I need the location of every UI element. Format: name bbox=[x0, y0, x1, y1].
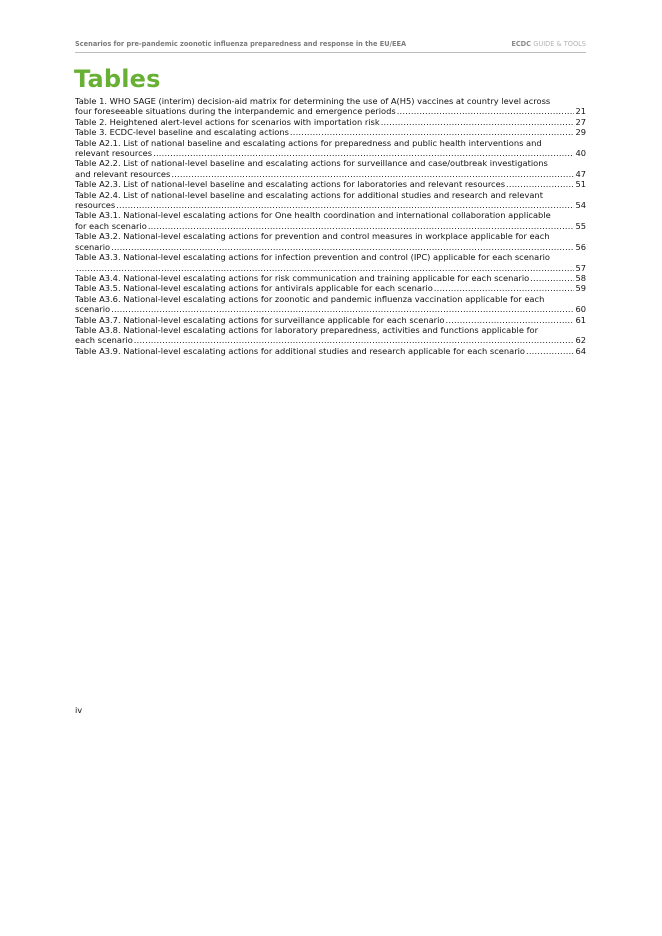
toc-entry[interactable] bbox=[75, 190, 586, 211]
toc-entry-last-line bbox=[75, 169, 586, 179]
toc-entry-text: Table A2.4. List of national-level baseline and escalating actions for additional studies and research and relevant bbox=[75, 189, 543, 200]
toc-entry-last-line bbox=[75, 200, 586, 210]
dot-leader bbox=[111, 304, 574, 314]
toc-entry-text: four foreseeable situations during the interpandemic and emergence periods bbox=[75, 106, 396, 117]
toc-entry-text-line bbox=[75, 96, 586, 106]
toc-entry-page: 54 bbox=[575, 200, 586, 211]
toc-entry-text: Table A3.8. National-level escalating actions for laboratory preparedness, activities and functions applicable for bbox=[75, 324, 538, 335]
toc-entry-last-line bbox=[75, 273, 586, 283]
dot-leader bbox=[111, 242, 574, 252]
toc-entry[interactable] bbox=[75, 179, 586, 189]
toc-entry-page: 56 bbox=[575, 241, 586, 252]
toc-entry-last-line bbox=[75, 304, 586, 314]
toc-entry-last-line bbox=[75, 148, 586, 158]
toc-entry-page: 55 bbox=[575, 220, 586, 231]
toc-entry[interactable] bbox=[75, 96, 586, 117]
toc-entry-text: Table A3.5. National-level escalating actions for antivirals applicable for each scenario bbox=[75, 283, 433, 294]
toc-entry-text-line bbox=[75, 210, 586, 220]
toc-entry[interactable] bbox=[75, 315, 586, 325]
toc-entry-page: 61 bbox=[575, 314, 586, 325]
toc-entry-page: 21 bbox=[575, 106, 586, 117]
toc-entry-text: Table A3.1. National-level escalating actions for One health coordination and international collaboration applicable bbox=[75, 210, 551, 221]
dot-leader bbox=[171, 169, 574, 179]
header-org: ECDC bbox=[511, 40, 531, 48]
toc-entry-text: scenario bbox=[75, 241, 111, 252]
toc-entry[interactable] bbox=[75, 283, 586, 293]
toc-entry[interactable] bbox=[75, 231, 586, 252]
toc-entry[interactable] bbox=[75, 252, 586, 273]
toc-entry-text: for each scenario bbox=[75, 220, 147, 231]
toc-entry-text: Table A2.3. List of national-level baseline and escalating actions for laboratories and relevant resources bbox=[75, 179, 506, 190]
toc-entry-text-line bbox=[75, 190, 586, 200]
toc-entry-text: relevant resources bbox=[75, 148, 153, 159]
toc-entry-text-line bbox=[75, 158, 586, 168]
toc-entry-last-line bbox=[75, 315, 586, 325]
toc-entry-text: Table 3. ECDC-level baseline and escalating actions bbox=[75, 127, 289, 138]
page-number: iv bbox=[75, 705, 83, 715]
toc-entry-text-line bbox=[75, 325, 586, 335]
toc-entry[interactable] bbox=[75, 273, 586, 283]
toc-entry-last-line bbox=[75, 346, 586, 356]
toc-entry-text: resources bbox=[75, 200, 116, 211]
dot-leader bbox=[76, 263, 574, 273]
page-title: Tables bbox=[74, 65, 161, 93]
dot-leader bbox=[526, 346, 574, 356]
toc-entry-text: Table A3.6. National-level escalating actions for zoonotic and pandemic influenza vaccination applicable for each bbox=[75, 293, 545, 304]
dot-leader bbox=[290, 127, 575, 137]
toc-entry-last-line bbox=[75, 106, 586, 116]
toc-entry[interactable] bbox=[75, 210, 586, 231]
toc-entry-last-line bbox=[75, 221, 586, 231]
header-doc-type: GUIDE & TOOLS bbox=[533, 40, 586, 48]
toc-entry-text: each scenario bbox=[75, 335, 133, 346]
dot-leader bbox=[434, 283, 575, 293]
toc-entry-text: Table A3.2. National-level escalating actions for prevention and control measures in workplace applicable for each bbox=[75, 231, 550, 242]
toc-entry-page: 40 bbox=[575, 148, 586, 159]
toc-entry-page: 29 bbox=[575, 127, 586, 138]
toc-entry-page: 57 bbox=[575, 262, 586, 273]
toc-entry[interactable] bbox=[75, 117, 586, 127]
toc-entry-text-line bbox=[75, 252, 586, 262]
toc-entry[interactable] bbox=[75, 138, 586, 159]
toc-entry-last-line bbox=[75, 263, 586, 273]
toc-entry-text: Table 2. Heightened alert-level actions for scenarios with importation risk bbox=[75, 116, 380, 127]
toc-entry-text: Table A2.1. List of national baseline and escalating actions for preparedness and public health interventions and bbox=[75, 137, 542, 148]
toc-entry-text: Table A3.7. National-level escalating actions for surveillance applicable for each scenario bbox=[75, 314, 445, 325]
toc-entry[interactable] bbox=[75, 294, 586, 315]
dot-leader bbox=[530, 273, 574, 283]
toc-entry-page: 51 bbox=[575, 179, 586, 190]
tables-list bbox=[75, 96, 586, 356]
toc-entry[interactable] bbox=[75, 158, 586, 179]
dot-leader bbox=[153, 148, 574, 158]
dot-leader bbox=[381, 117, 575, 127]
toc-entry-text: Table A2.2. List of national-level baseline and escalating actions for surveillance and case/outbreak investigations bbox=[75, 158, 548, 169]
toc-entry[interactable] bbox=[75, 127, 586, 137]
toc-entry-last-line bbox=[75, 127, 586, 137]
toc-entry-text-line bbox=[75, 231, 586, 241]
running-header bbox=[75, 40, 586, 53]
dot-leader bbox=[148, 221, 575, 231]
toc-entry-text: Table A3.3. National-level escalating actions for infection prevention and control (IPC) applicable for each scenario bbox=[75, 252, 550, 263]
toc-entry-page: 27 bbox=[575, 116, 586, 127]
toc-entry-text-line bbox=[75, 138, 586, 148]
dot-leader bbox=[506, 179, 574, 189]
toc-entry-last-line bbox=[75, 283, 586, 293]
dot-leader bbox=[134, 335, 575, 345]
dot-leader bbox=[397, 106, 575, 116]
dot-leader bbox=[116, 200, 574, 210]
toc-entry-page: 47 bbox=[575, 168, 586, 179]
toc-entry-text: Table 1. WHO SAGE (interim) decision-aid matrix for determining the use of A(H5) vaccines at country level across bbox=[75, 96, 551, 106]
header-publisher bbox=[511, 40, 586, 48]
toc-entry[interactable] bbox=[75, 325, 586, 346]
toc-entry-text: and relevant resources bbox=[75, 168, 171, 179]
toc-entry-last-line bbox=[75, 179, 586, 189]
toc-entry-text: scenario bbox=[75, 304, 111, 315]
toc-entry-last-line bbox=[75, 335, 586, 345]
dot-leader bbox=[445, 315, 574, 325]
toc-entry-last-line bbox=[75, 242, 586, 252]
toc-entry-page: 59 bbox=[575, 283, 586, 294]
toc-entry-page: 62 bbox=[575, 335, 586, 346]
toc-entry-text-line bbox=[75, 294, 586, 304]
toc-entry-text: Table A3.4. National-level escalating actions for risk communication and training applicable for each scenario bbox=[75, 272, 530, 283]
toc-entry-text: Table A3.9. National-level escalating actions for additional studies and research applicable for each scenario bbox=[75, 345, 525, 356]
toc-entry-last-line bbox=[75, 117, 586, 127]
toc-entry-page: 60 bbox=[575, 304, 586, 315]
toc-entry-page: 58 bbox=[575, 272, 586, 283]
header-doc-title: Scenarios for pre-pandemic zoonotic influenza preparedness and response in the EU/EEA bbox=[75, 40, 407, 48]
toc-entry[interactable] bbox=[75, 346, 586, 356]
toc-entry-page: 64 bbox=[575, 345, 586, 356]
